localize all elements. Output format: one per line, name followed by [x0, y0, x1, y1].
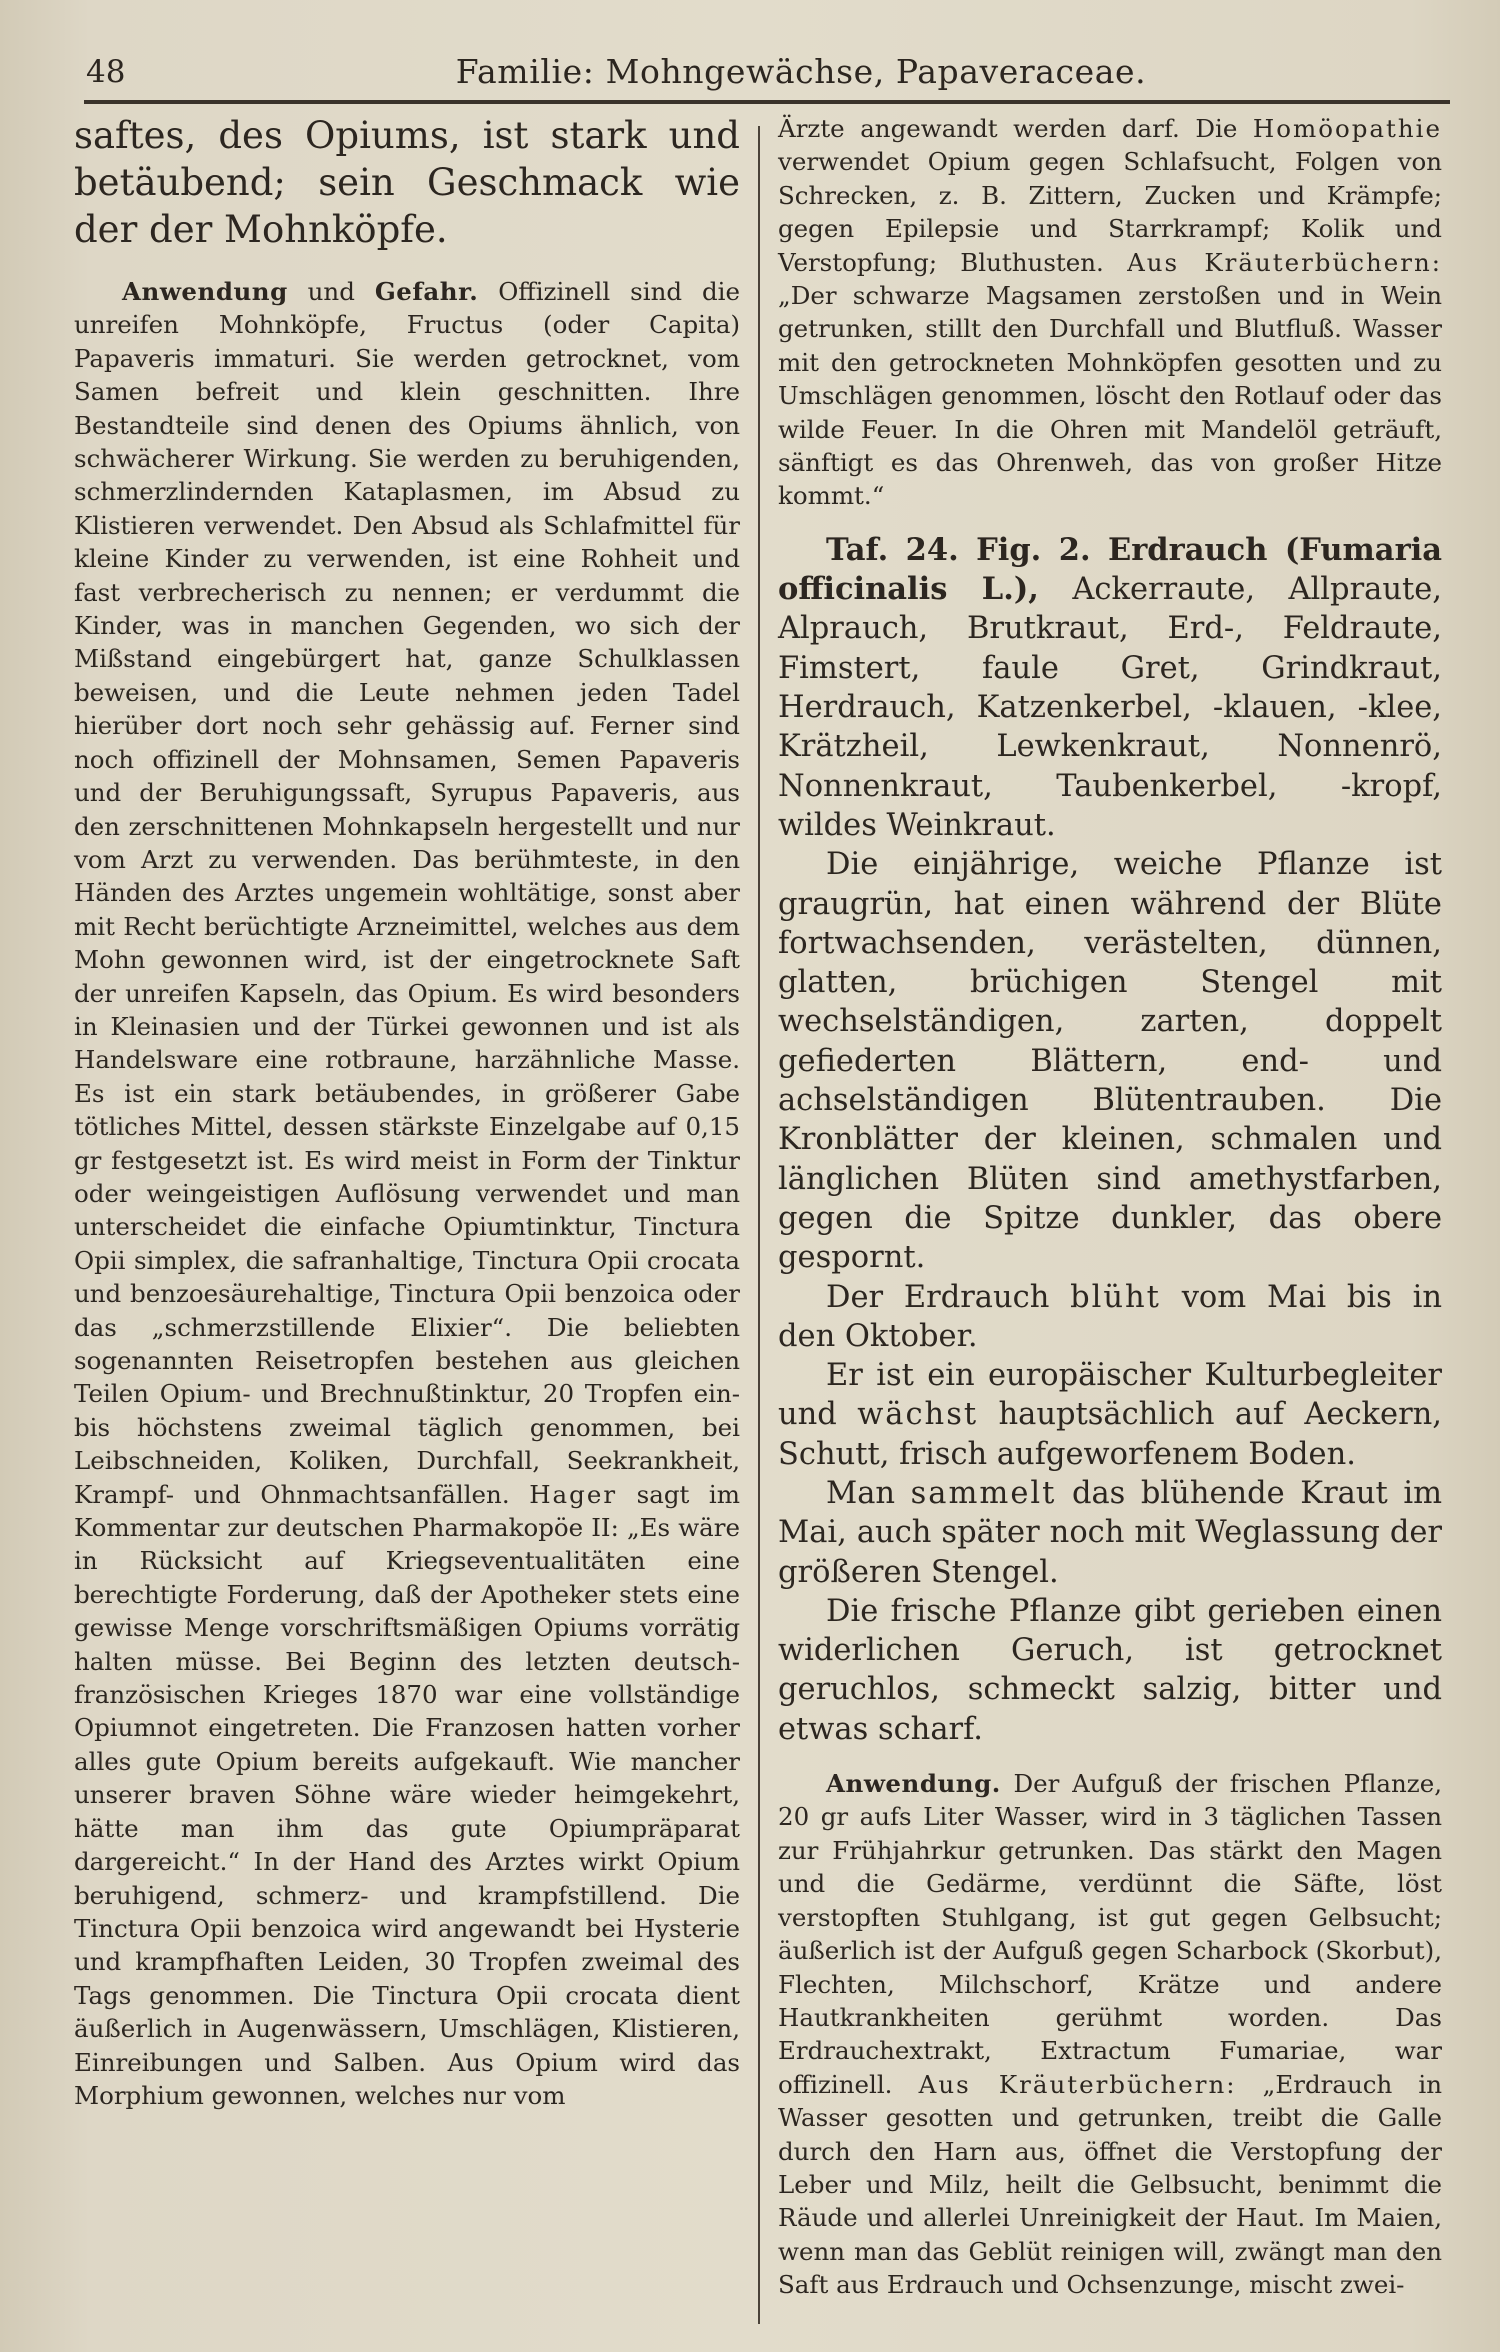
continuation-1: Ärzte angewandt werden darf. Die — [778, 114, 1253, 143]
blueht-word: blüht — [1070, 1279, 1161, 1315]
sammeln-text-a: Man — [826, 1476, 911, 1511]
standort-text-c: hauptsächlich auf Aeckern, Schutt, frisch aufgeworfenem Boden. — [778, 1397, 1442, 1472]
erdrauch-description: Die einjährige, weiche Pflanze ist graugrün, hat einen während der Blüte fortwachsenden, verästelten, dünnen, glatten, brüchigen Stengel mit wechselständigen, zarten, doppelt gefiederten Blättern, end- und achselständigen Blütentrauben. Die Kronblätter der kleinen, schmalen und länglichen Blüten sind amethystfarben, gegen die Spitze dunkler, das obere gespornt. — [778, 847, 1442, 1276]
left-column — [74, 112, 740, 2112]
gefahr-heading: Gefahr. — [374, 277, 479, 306]
homoeopathie-word: Homöopathie — [1252, 114, 1442, 143]
erdrauch-synonyms: Ackerraute, Allpraute, Alprauch, Brutkraut, Erd-, Feldraute, Fimstert, faule Gret, Grindkraut, Herdrauch, Katzenkerbel, -klauen, -klee, Krätzheil, Lewkenkraut, Nonnenrö, Nonnenkraut, Taubenkerbel, -kropf, wildes Weinkraut. — [778, 572, 1442, 843]
bluetezeit-text-c: vom Mai bis in den Oktober. — [778, 1279, 1442, 1354]
column-divider — [758, 126, 760, 2324]
erdrauch-anwendung-heading: Anwendung. — [826, 1769, 1001, 1799]
erdrauch-anwendung-body-2: „Erdrauch in Wasser gesotten und getrunken, treibt die Galle durch den Harn aus, öffnet die Verstopfung der Leber und Milz, heilt die Gelbsucht, benimmt die Räude und allerlei Unreinigkeit der Haut. Im Maien, wenn man das Geblüt reinigen will, zwängt man den Saft aus Erdrauch und Ochsenzunge, mischt zwei- — [778, 2069, 1443, 2300]
erdrauch-anwendung-body-1: Der Aufguß der frischen Pflanze, 20 gr aufs Liter Wasser, wird in 3 täglichen Tassen zur Frühjahrkur getrunken. Das stärkt den Magen und die Gedärme, verdünnt die Säfte, löst verstopften Stuhlgang, ist gut gegen Gelbsucht; äußerlich ist der Aufguß gegen Scharbock (Skorbut), Flechten, Milchschorf, Krätze und andere Hautkrankheiten gerühmt worden. Das Erdrauchextrakt, Extractum Fumariae, war offizinell. — [778, 1769, 1442, 2099]
mohn-body-1: Offizinell sind die unreifen Mohnköpfe, Fructus (oder Capita) Papaveris immaturi. Sie werden getrocknet, vom Samen befreit und klein geschnitten. Ihre Bestandteile sind denen des Opiums ähnlich, von schwächerer Wirkung. Sie werden zu beruhigenden, schmerzlindernden Kataplasmen, im Absud zu Klistieren verwendet. Den Absud als Schlafmittel für kleine Kinder zu verwenden, ist eine Rohheit und fast verbrecherisch zu nennen; er verdummt die Kinder, was in manchen Gegenden, wo sich der Mißstand eingebürgert hat, ganze Schulklassen beweisen, und die Leute nehmen jeden Tadel hierüber dort noch sehr gehässig auf. Ferner sind noch offizinell der Mohnsamen, Semen Papaveris und der Beruhigungssaft, Syrupus Papaveris, aus den zerschnittenen Mohnkapseln hergestellt und nur vom Arzt zu verwenden. Das berühmteste, in den Händen des Arztes ungemein wohltätige, sonst aber mit Recht berüchtigte Arzneimittel, welches aus dem Mohn gewonnen wird, ist der eingetrocknete Saft der unreifen Kapseln, das Opium. Es wird besonders in Kleinasien und der Türkei gewonnen und ist als Handelsware eine rotbraune, harzähnliche Masse. Es ist ein stark betäubendes, in größerer Gabe tötliches Mittel, dessen stärkste Einzelgabe auf 0,15 gr festgesetzt ist. Es wird meist in Form der Tinktur oder weingeistigen Auflösung verwendet und man unterscheidet die einfache Opiumtinktur, Tinctura Opii simplex, die safranhaltige, Tinctura Opii crocata und benzoesäurehaltige, Tinctura Opii benzoica oder das „schmerzstillende Elixier“. Die beliebten sogenannten Reisetropfen bestehen aus gleichen Teilen Opium- und Brechnußtinktur, 20 Tropfen ein- bis höchstens zweimal täglich genommen, bei Leibschneiden, Koliken, Durchfall, Seekrankheit, Krampf- und Ohnmachtsanfällen. — [74, 277, 740, 1509]
mohn-continuation-paragraph — [778, 112, 1442, 513]
continuation-2: verwendet Opium gegen Schlafsucht, Folgen von Schrecken, z. B. Zittern, Zucken und Krämpfe; gegen Epilepsie und Starrkrampf; Kolik und Verstopfung; Bluthusten. — [778, 147, 1442, 277]
right-column — [778, 112, 1442, 2302]
bluetezeit-text-a: Der Erdrauch — [826, 1279, 1071, 1315]
sammeln-paragraph — [778, 1474, 1442, 1592]
sammelt-word: sammelt — [910, 1476, 1057, 1511]
plate-reference: Taf. 24. Fig. 2. Erdrauch (Fumaria officinalis L.), — [778, 531, 1442, 608]
continuation-3: „Der schwarze Magsamen zerstoßen und in Wein getrunken, stillt den Durchfall und Blutfluß. Wasser mit den getrockneten Mohnköpfen gesotten und zu Umschlägen genommen, löscht den Rotlauf oder das wilde Feuer. In die Ohren mit Mandelöl geträuft, sänftigt es das Ohrenweh, das von großer Hitze kommt.“ — [778, 281, 1442, 511]
erdrauch-entry — [778, 531, 1442, 845]
kraeuterbuechern-label: Aus Kräuterbüchern: — [1127, 247, 1443, 277]
erdrauch-anwendung-paragraph — [778, 1767, 1442, 2302]
standort-text-a: Er ist ein europäischer Kulturbegleiter und — [778, 1358, 1442, 1433]
running-title: Familie: Mohngewächse, Papaveraceae. — [455, 52, 1147, 91]
heading-connector: und — [287, 277, 375, 306]
kraeuterbuechern-label-2: Aus Kräuterbüchern: — [918, 2069, 1237, 2099]
anwendung-heading: Anwendung — [122, 277, 288, 306]
header-rule — [84, 100, 1450, 104]
bluetezeit-paragraph — [778, 1278, 1442, 1357]
hager-name: Hager — [529, 1479, 618, 1509]
opium-taste-text: saftes, des Opiums, ist stark und betäubend; sein Geschmack wie der der Mohnköpfe. — [74, 114, 740, 251]
geruch-paragraph: Die frische Pflanze gibt gerieben einen widerlichen Geruch, ist getrocknet geruchlos, schmeckt salzig, bitter und etwas scharf. — [778, 1593, 1442, 1747]
standort-paragraph — [778, 1356, 1442, 1474]
mohn-body-2: sagt im Kommentar zur deutschen Pharmakopöe II: „Es wäre in Rücksicht auf Kriegseventualitäten eine berechtigte Forderung, daß der Apotheker stets eine gewisse Menge vorschriftsmäßigen Opiums vorrätig halten müsse. Bei Beginn des letzten deutsch-französischen Krieges 1870 war eine vollständige Opiumnot eingetreten. Die Franzosen hatten vorher alles gute Opium bereits aufgekauft. Wie mancher unserer braven Söhne wäre wieder heimgekehrt, hätte man ihm das gute Opiumpräparat dargereicht.“ In der Hand des Arztes wirkt Opium beruhigend, schmerz- und krampfstillend. Die Tinctura Opii benzoica wird angewandt bei Hysterie und krampfhaften Leiden, 30 Tropfen zweimal des Tags genommen. Die Tinctura Opii crocata dient äußerlich in Augenwässern, Umschlägen, Klistieren, Einreibungen und Salben. Aus Opium wird das Morphium gewonnen, welches nur vom — [74, 1479, 740, 2110]
mohn-anwendung-paragraph — [74, 275, 740, 2112]
sammeln-text-c: das blühende Kraut im Mai, auch später noch mit Weglassung der größeren Stengel. — [778, 1476, 1442, 1590]
waechst-word: wächst — [857, 1397, 979, 1433]
page-number: 48 — [86, 54, 126, 90]
